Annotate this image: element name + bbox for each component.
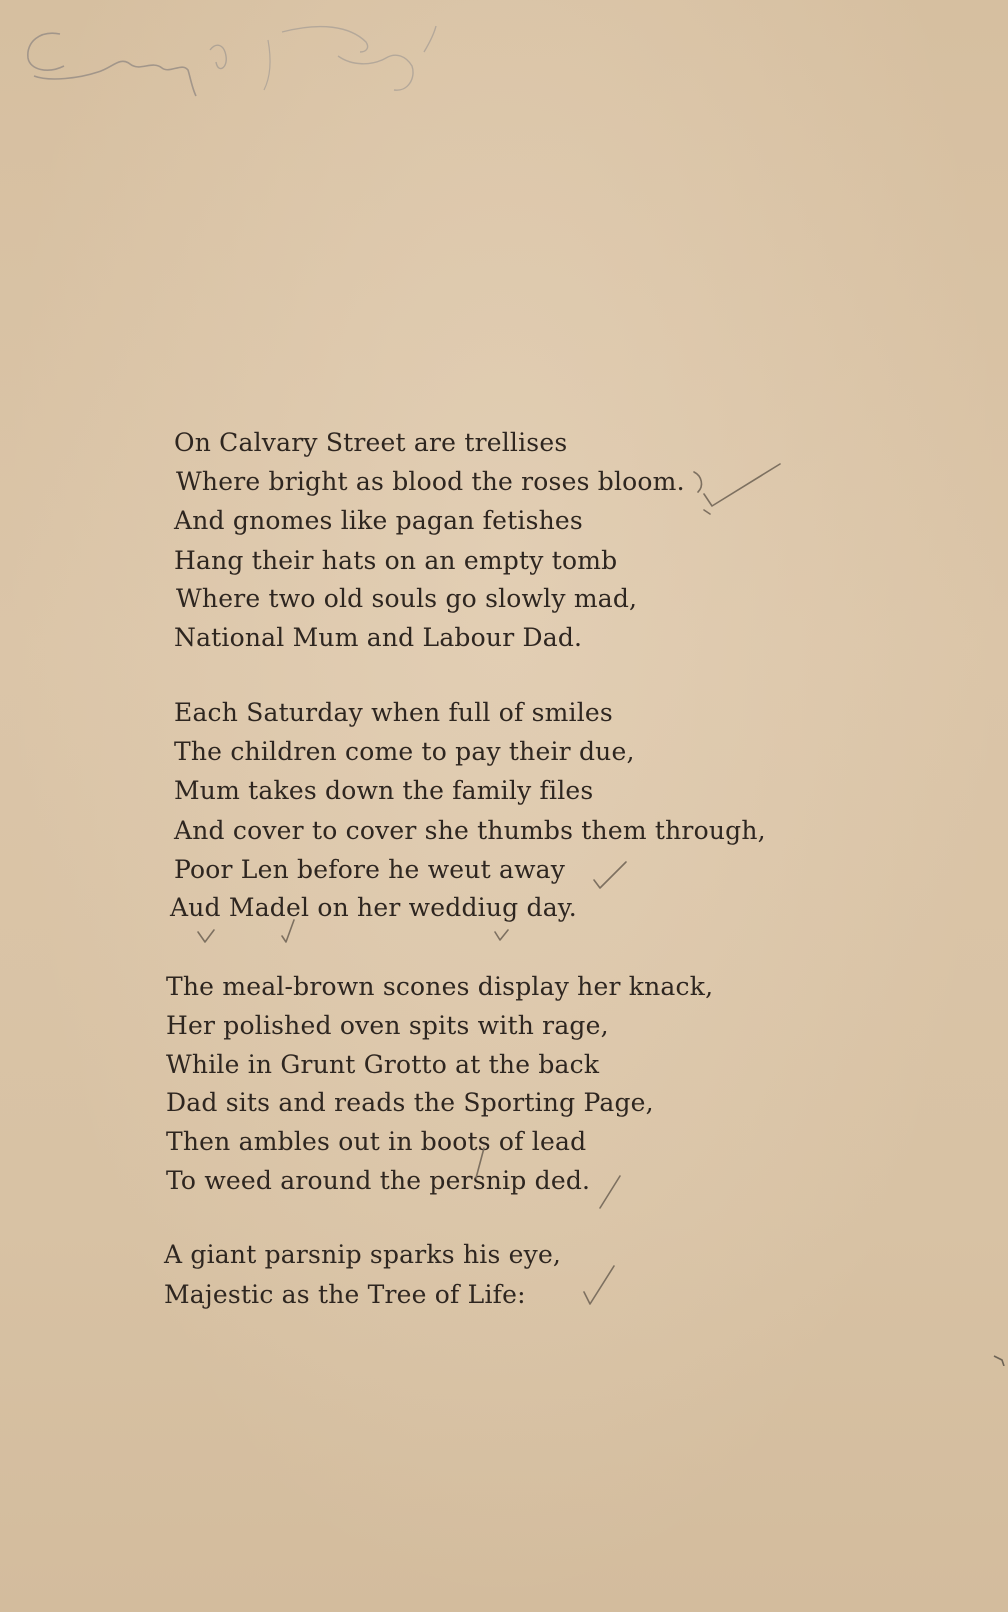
- poem-line: Mum takes down the family files: [174, 776, 594, 805]
- proof-tick-icon: [596, 1172, 624, 1212]
- poem-line: And gnomes like pagan fetishes: [174, 506, 583, 535]
- poem-line: The children come to pay their due,: [174, 737, 635, 766]
- proof-tick-icon: [470, 1144, 490, 1180]
- poem-line: Dad sits and reads the Sporting Page,: [166, 1088, 654, 1117]
- poem-line: And cover to cover she thumbs them through,: [174, 816, 766, 845]
- poem-line: Her polished oven spits with rage,: [166, 1011, 609, 1040]
- proof-tick-icon: [196, 926, 218, 948]
- poem-line: A giant parsnip sparks his eye,: [164, 1240, 562, 1269]
- poem-line: Where bright as blood the roses bloom.: [176, 467, 685, 496]
- poem-line: Each Saturday when full of smiles: [174, 698, 613, 727]
- proof-tick-icon: [492, 926, 514, 948]
- poem-line: National Mum and Labour Dad.: [174, 623, 583, 652]
- poem-line: Aud Madel on her weddiug day.: [170, 893, 577, 922]
- poem-line: Then ambles out in boots of lead: [166, 1127, 587, 1156]
- proof-tick-icon: [278, 918, 300, 946]
- poem-line: Where two old souls go slowly mad,: [176, 584, 638, 613]
- poem-line: The meal-brown scones display her knack,: [166, 972, 714, 1001]
- proof-tick-icon: [580, 1262, 620, 1310]
- poem-line: To weed around the persnip ded.: [166, 1166, 591, 1195]
- poem-line: While in Grunt Grotto at the back: [166, 1050, 600, 1079]
- poem-line: Poor Len before he weut away: [174, 855, 566, 884]
- poem-line: On Calvary Street are trellises: [174, 428, 568, 457]
- proof-tick-icon: [590, 860, 630, 894]
- poem-line: Hang their hats on an empty tomb: [174, 546, 618, 575]
- poem-line: Majestic as the Tree of Life:: [164, 1280, 526, 1309]
- proof-tick-icon: [690, 460, 790, 530]
